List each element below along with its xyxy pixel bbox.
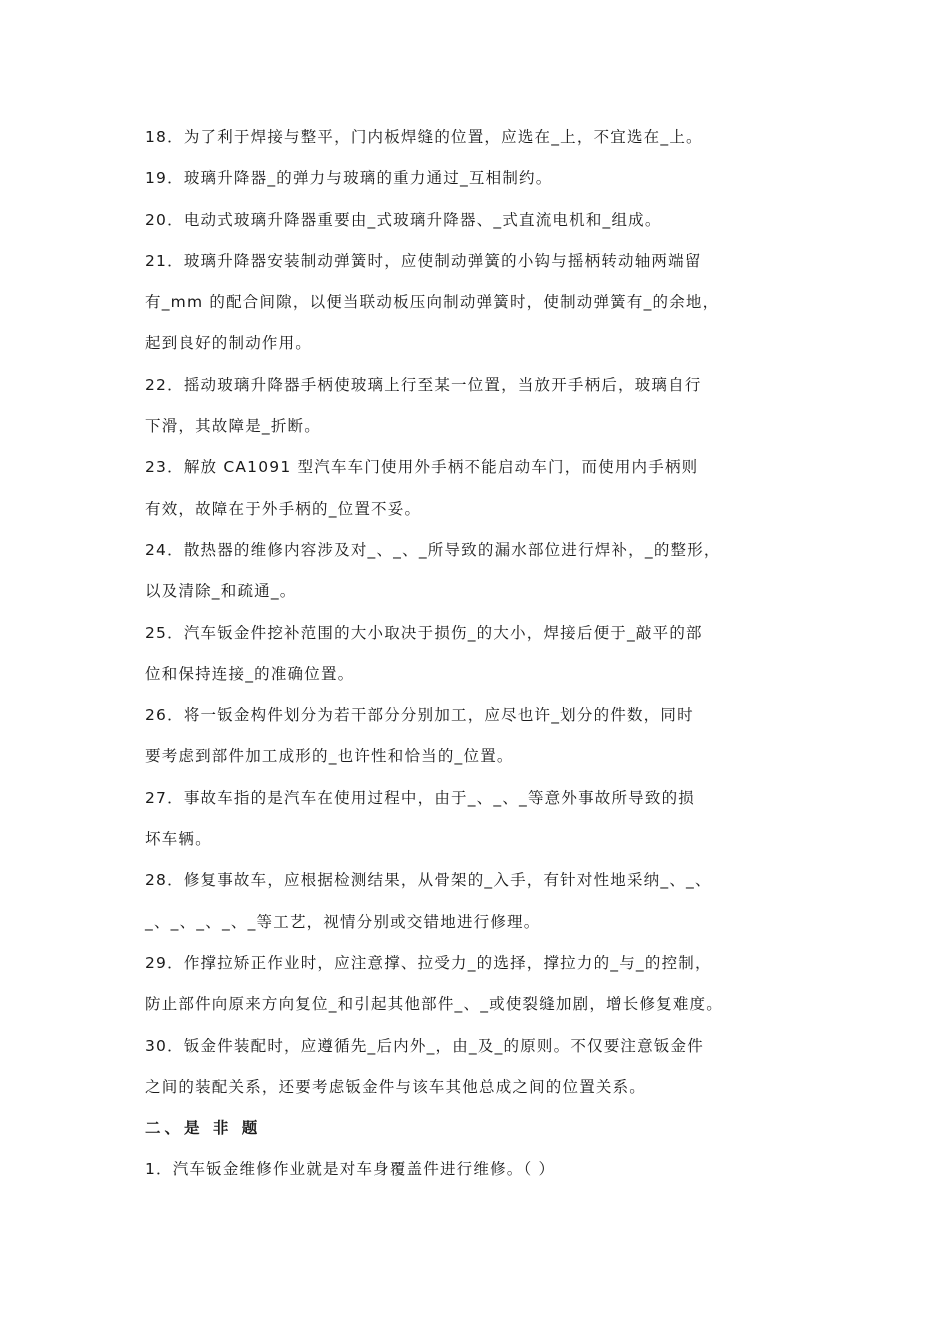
text-line: 要考虑到部件加工成形的_也许性和恰当的_位置。: [145, 747, 514, 766]
text-line: 1．汽车钣金维修作业就是对车身覆盖件进行维修。（ ）: [145, 1160, 556, 1179]
document-body: [145, 124, 835, 1198]
text-line: 28．修复事故车，应根据检测结果，从骨架的_入手，有针对性地采纳_、_、: [145, 871, 712, 890]
text-line: 坏车辆。: [145, 830, 212, 849]
text-line: 22．摇动玻璃升降器手柄使玻璃上行至某一位置，当放开手柄后，玻璃自行: [145, 375, 702, 394]
text-line: 下滑，其故障是_折断。: [145, 417, 321, 436]
text-line: 29．作撑拉矫正作业时，应注意撑、拉受力_的选择，撑拉力的_与_的控制，: [145, 953, 712, 972]
text-line: 25．汽车钣金件挖补范围的大小取决于损伤_的大小，焊接后便于_敲平的部: [145, 623, 703, 642]
text-line: 之间的装配关系，还要考虑钣金件与该车其他总成之间的位置关系。: [145, 1077, 647, 1096]
text-line: 26．将一钣金构件划分为若干部分分别加工，应尽也许_划分的件数，同时: [145, 706, 694, 725]
text-line: 防止部件向原来方向复位_和引起其他部件_、_或使裂缝加剧，增长修复难度。: [145, 995, 723, 1014]
text-line: 有_mm 的配合间隙，以便当联动板压向制动弹簧时，使制动弹簧有_的余地，: [145, 293, 720, 312]
text-line: 20．电动式玻璃升降器重要由_式玻璃升降器、_式直流电机和_组成。: [145, 210, 662, 229]
text-line: 23．解放 CA1091 型汽车车门使用外手柄不能启动车门，而使用内手柄则: [145, 458, 699, 477]
text-line: 19．玻璃升降器_的弹力与玻璃的重力通过_互相制约。: [145, 169, 553, 188]
text-line: 27．事故车指的是汽车在使用过程中，由于_、_、_等意外事故所导致的损: [145, 788, 695, 807]
text-line: 24．散热器的维修内容涉及对_、_、_所导致的漏水部位进行焊补，_的整形，: [145, 540, 721, 559]
text-line: 30．钣金件装配时，应遵循先_后内外_，由_及_的原则。不仅要注意钣金件: [145, 1036, 704, 1055]
text-line: 以及清除_和疏通_。: [145, 582, 297, 601]
text-line: 起到良好的制动作用。: [145, 334, 313, 353]
text-line: _、_、_、_、_等工艺，视情分别或交错地进行修理。: [145, 912, 541, 931]
text-line: 21．玻璃升降器安装制动弹簧时，应使制动弹簧的小钩与摇柄转动轴两端留: [145, 251, 702, 270]
text-line: 位和保持连接_的准确位置。: [145, 664, 355, 683]
section-heading: 二、是 非 题: [145, 1119, 262, 1138]
text-line: 18．为了利于焊接与整平，门内板焊缝的位置，应选在_上，不宜选在_上。: [145, 128, 703, 146]
text-line: 有效，故障在于外手柄的_位置不妥。: [145, 499, 422, 518]
